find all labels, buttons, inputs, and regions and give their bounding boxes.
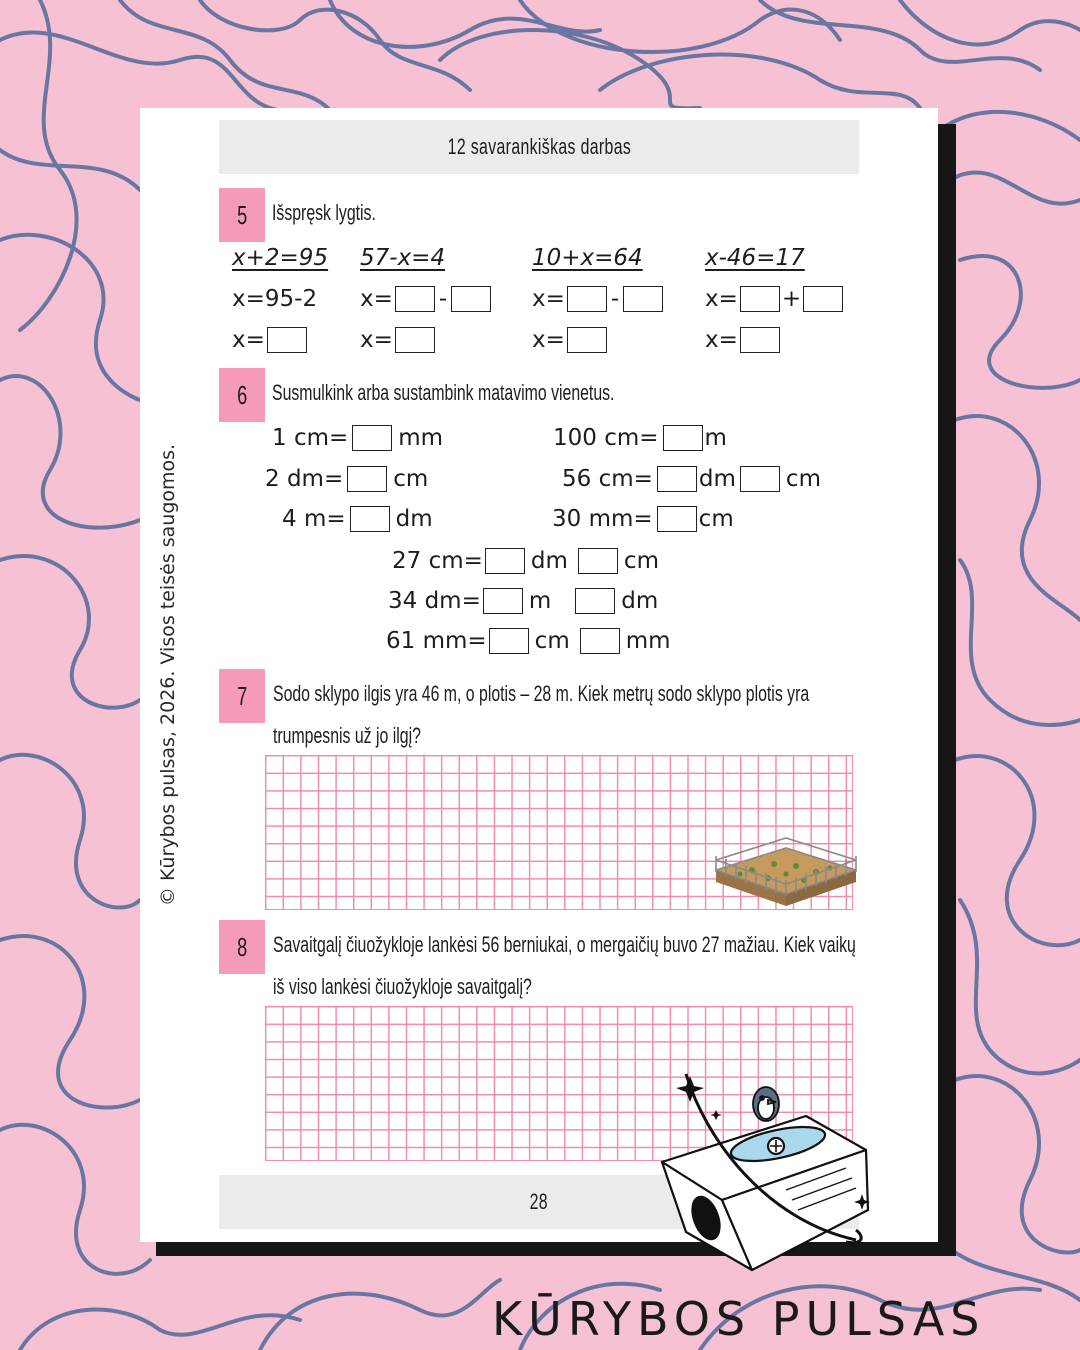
conversion-row: 30 mm= cm [552,506,734,532]
answer-box[interactable] [485,548,525,574]
answer-box[interactable] [657,466,697,492]
answer-box[interactable] [395,327,435,353]
equation-3-step-1: x= - [532,284,663,314]
answer-box[interactable] [567,327,607,353]
fence-icon [712,836,860,910]
answer-box[interactable] [803,286,843,312]
equation-1-step-2: x= [232,325,307,355]
task-7-text-line-2: trumpesnis už jo ilgį? [273,723,421,748]
equation-1: x+2=95 [232,245,329,271]
conversion-row: 100 cm= m [553,425,727,451]
task-7-number-badge: 7 [219,669,265,723]
answer-box[interactable] [623,286,663,312]
equation-4: x-46=17 [705,245,805,271]
answer-box[interactable] [740,327,780,353]
conversion-row: 34 dm= m dm [388,588,659,614]
answer-box[interactable] [580,628,620,654]
task-5-instruction: Išspręsk lygtis. [272,200,376,225]
conversion-row: 2 dm= cm [265,466,429,492]
answer-box[interactable] [395,286,435,312]
brand-wordmark: KŪRYBOS PULSAS [492,1292,986,1346]
equation-2-step-1: x= - [360,284,491,314]
task-6-number-badge: 6 [219,368,265,422]
task-6-instruction: Susmulkink arba sustambink matavimo vienetus. [272,380,615,405]
task-5-number-badge: 5 [219,188,265,242]
answer-box[interactable] [267,327,307,353]
answer-box[interactable] [575,588,615,614]
equation-2: 57-x=4 [360,245,446,271]
answer-box[interactable] [740,286,780,312]
conversion-row: 56 cm= dm cm [562,466,821,492]
conversion-row: 61 mm= cm mm [386,628,671,654]
answer-box[interactable] [352,425,392,451]
page-title-band [219,120,859,174]
task-8-text-line-2: iš viso lankėsi čiuožykloje savaitgalį? [273,974,532,999]
page-title: 12 savarankiškas darbas [447,134,631,159]
conversion-row: 27 cm= dm cm [392,548,659,574]
answer-box[interactable] [451,286,491,312]
equation-3: 10+x=64 [532,245,643,271]
task-8-number-badge: 8 [219,920,265,974]
answer-box[interactable] [350,506,390,532]
conversion-row: 4 m= dm [282,506,433,532]
equation-2-step-2: x= [360,325,435,355]
answer-box[interactable] [663,425,703,451]
equation-4-step-2: x= [705,325,780,355]
equation-3-step-2: x= [532,325,607,355]
conversion-row: 1 cm= mm [272,425,444,451]
answer-box[interactable] [567,286,607,312]
task-8-text-line-1: Savaitgalį čiuožykloje lankėsi 56 berniukai, o mergaičių buvo 27 mažiau. Kiek vaikų [273,932,856,957]
task-7-text-line-1: Sodo sklypo ilgis yra 46 m, o plotis – 28 m. Kiek metrų sodo sklypo plotis yra [273,681,810,706]
pencil-sharpener-icon [656,1070,876,1280]
equation-4-step-1: x= + [705,284,843,314]
answer-box[interactable] [657,506,697,532]
answer-box[interactable] [489,628,529,654]
page-number: 28 [529,1189,549,1214]
answer-box[interactable] [740,466,780,492]
copyright-notice: © Kūrybos pulsas, 2026. Visos teisės saugomos. [157,443,179,907]
answer-box[interactable] [578,548,618,574]
equation-1-step-1: x=95-2 [232,286,318,312]
answer-box[interactable] [347,466,387,492]
answer-box[interactable] [483,588,523,614]
